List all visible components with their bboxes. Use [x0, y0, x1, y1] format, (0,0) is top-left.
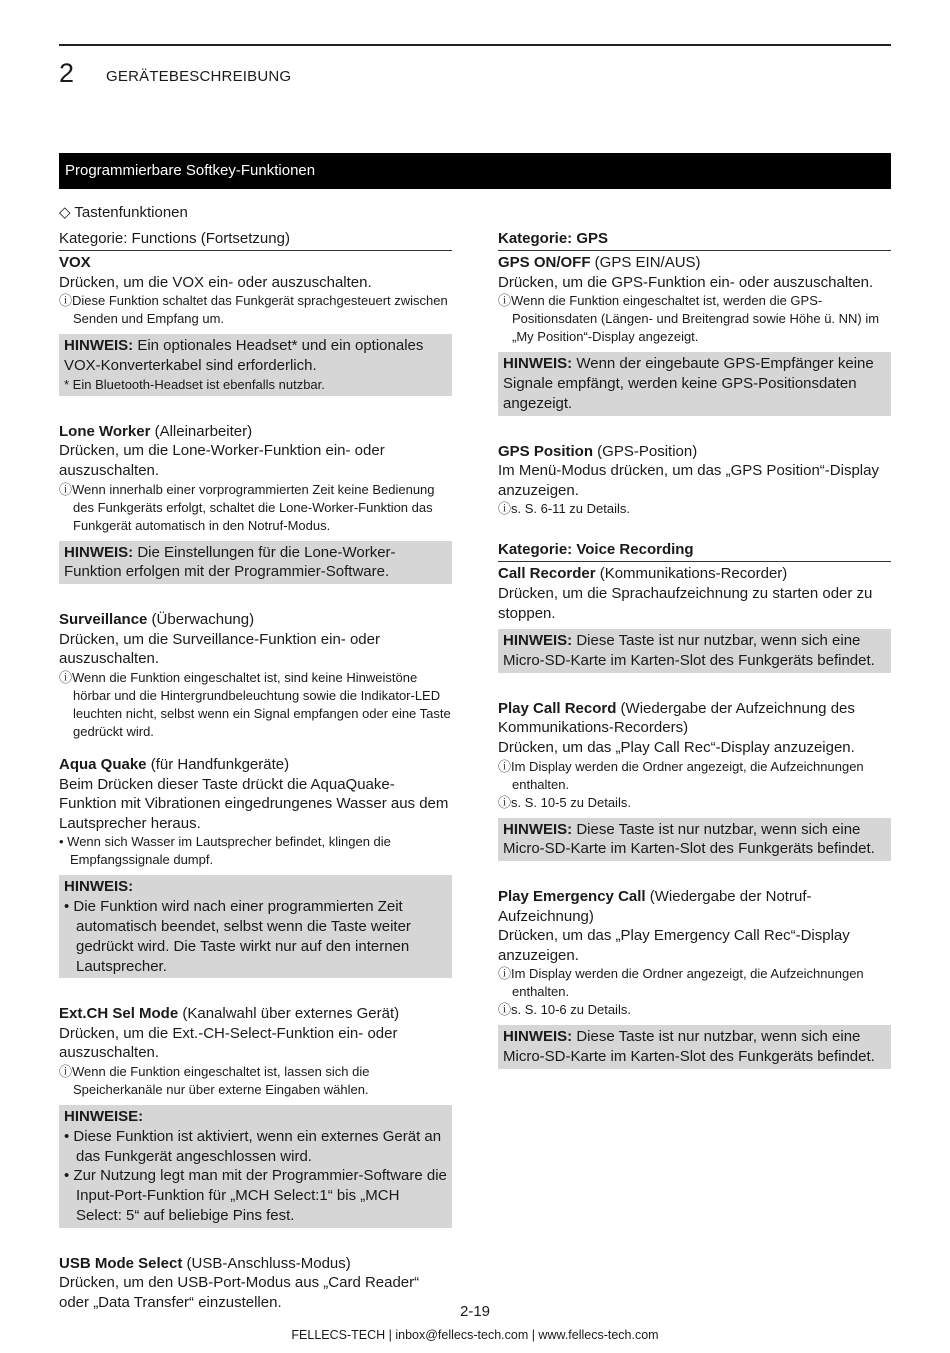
- note-footnote: * Ein Bluetooth-Headset ist ebenfalls nutzbar.: [64, 376, 325, 392]
- entry-subtitle: (Kommunikations-Recorder): [595, 565, 788, 583]
- note-box: [498, 818, 891, 862]
- note-box: [59, 1105, 452, 1228]
- entry-gps-position: [498, 442, 891, 519]
- info-text: ⓘWenn die Funktion eingeschaltet ist, sind keine Hinweistöne hörbar und die Hintergrundbeleuchtung sowie die Indikator-LED leuchten nicht, selbst wenn ein Signal empfangen oder eine Taste gedrückt wird.: [59, 669, 451, 739]
- category-voice-recording: Kategorie: Voice Recording: [498, 540, 891, 562]
- note-box: [59, 541, 452, 585]
- info-text: ⓘs. S. 6-11 zu Details.: [498, 501, 630, 517]
- entry-subtitle: (Wiedergabe der Aufzeichnung des Kommunikations-Recorders): [498, 699, 855, 737]
- note-text: Die Einstellungen für die Lone-Worker-Funktion erfolgen mit der Programmier-Software.: [64, 543, 396, 581]
- entry-call-recorder: [498, 564, 891, 672]
- entry-title: Call Recorder: [498, 565, 596, 583]
- entry-title: VOX: [59, 254, 91, 271]
- entry-body: Drücken, um die VOX ein- oder auszuschalten.: [59, 273, 372, 291]
- entry-subtitle: (GPS-Position): [593, 442, 698, 460]
- key-functions-heading: ◇ Tastenfunktionen: [59, 204, 188, 221]
- note-box: [59, 334, 452, 396]
- note-text: Diese Taste ist nur nutzbar, wenn sich eine Micro-SD-Karte im Karten-Slot des Funkgeräts befindet.: [503, 1028, 875, 1066]
- note-bullet: • Die Funktion wird nach einer programmierten Zeit automatisch beendet, selbst wenn die Taste weiter gedrückt wird. Die Taste wirkt nur auf den internen Lautsprecher.: [64, 898, 411, 975]
- entry-subtitle: (Wiedergabe der Notruf-Aufzeichnung): [498, 888, 812, 925]
- note-bullet: • Zur Nutzung legt man mit der Programmier-Software die Input-Port-Funktion für „MCH Select:1“ bis „MCH Select: 5“ auf beliebige Pins fest.: [64, 1167, 447, 1225]
- entry-body: Drücken, um die Surveillance-Funktion ein- oder auszuschalten.: [59, 630, 380, 668]
- top-rule: [59, 44, 891, 46]
- note-text: Diese Taste ist nur nutzbar, wenn sich eine Micro-SD-Karte im Karten-Slot des Funkgeräts befindet.: [503, 820, 875, 858]
- entry-body: Drücken, um den USB-Port-Modus aus „Card Reader“ oder „Data Transfer“ einzustellen.: [59, 1274, 420, 1312]
- entry-subtitle: (Überwachung): [147, 611, 255, 629]
- entry-title: GPS ON/OFF: [498, 254, 591, 271]
- entry-title: Play Emergency Call: [498, 888, 646, 906]
- note-box: [498, 1025, 891, 1069]
- entry-body: Im Menü-Modus drücken, um das „GPS Position“-Display anzuzeigen.: [498, 462, 879, 499]
- entry-gps-onoff: [498, 253, 891, 416]
- entry-play-emergency-call: [498, 887, 891, 1069]
- entry-body: Beim Drücken dieser Taste drückt die AquaQuake-Funktion mit Vibrationen eingedrungenes Wasser aus dem Lautsprecher heraus.: [59, 775, 449, 832]
- info-text: ⓘIm Display werden die Ordner angezeigt, die Aufzeichnungen enthalten.: [498, 966, 864, 1000]
- note-label: HINWEIS:: [503, 1028, 573, 1046]
- note-text: Ein optionales Headset* und ein optionales VOX-Konverterkabel sind erforderlich.: [64, 337, 424, 374]
- note-label: HINWEIS:: [64, 337, 134, 355]
- entry-subtitle: (USB-Anschluss-Modus): [182, 1254, 351, 1272]
- entry-surveillance: [59, 610, 452, 741]
- note-text: Wenn der eingebaute GPS-Empfänger keine Signale empfängt, werden keine GPS-Positionsdaten angezeigt.: [503, 355, 874, 412]
- chapter-title: GERÄTEBESCHREIBUNG: [106, 68, 292, 85]
- info-text: ⓘs. S. 10-6 zu Details.: [498, 1002, 631, 1018]
- note-box: [498, 629, 891, 673]
- note-text: Diese Taste ist nur nutzbar, wenn sich eine Micro-SD-Karte im Karten-Slot des Funkgeräts befindet.: [503, 632, 875, 669]
- entry-title: Ext.CH Sel Mode: [59, 1005, 179, 1023]
- entry-body: Drücken, um die Ext.-CH-Select-Funktion ein- oder auszuschalten.: [59, 1024, 398, 1062]
- page-number: 2-19: [459, 1303, 491, 1320]
- entry-title: Aqua Quake: [59, 755, 147, 773]
- info-text: ⓘIm Display werden die Ordner angezeigt, die Aufzeichnungen enthalten.: [498, 758, 864, 792]
- category-gps: Kategorie: GPS: [498, 229, 891, 251]
- info-text: ⓘWenn die Funktion eingeschaltet ist, lassen sich die Speicherkanäle nur über externe Eingaben wählen.: [59, 1064, 370, 1098]
- entry-title: Play Call Record: [498, 699, 617, 717]
- category-functions: Kategorie: Functions (Fortsetzung): [59, 229, 452, 251]
- section-bar: Programmierbare Softkey-Funktionen: [59, 153, 891, 189]
- info-text: ⓘWenn die Funktion eingeschaltet ist, werden die GPS-Positionsdaten (Längen- und Breitengrad sowie Höhe ü. NN) im „My Position“-Display angezeigt.: [498, 293, 880, 345]
- entry-subtitle: (Kanalwahl über externes Gerät): [178, 1005, 400, 1023]
- entry-title: GPS Position: [498, 442, 594, 460]
- info-text: ⓘs. S. 10-5 zu Details.: [498, 794, 631, 810]
- entry-lone-worker: [59, 422, 452, 584]
- note-box: [498, 352, 891, 415]
- entry-subtitle: (Alleinarbeiter): [150, 422, 253, 440]
- note-label: HINWEIS:: [503, 820, 573, 838]
- entry-title: USB Mode Select: [59, 1254, 183, 1272]
- info-text: ⓘDiese Funktion schaltet das Funkgerät sprachgesteuert zwischen Senden und Empfang um.: [59, 293, 448, 327]
- note-box: [59, 875, 452, 978]
- entry-title: Surveillance: [59, 611, 148, 629]
- entry-play-call-record: [498, 699, 891, 861]
- info-text: ⓘWenn innerhalb einer vorprogrammierten Zeit keine Bedienung des Funkgeräts erfolgt, schaltet die Lone-Worker-Funktion das Funkgerät automatisch in den Notruf-Modus.: [59, 481, 435, 533]
- entry-body: Drücken, um die Lone-Worker-Funktion ein- oder auszuschalten.: [59, 442, 385, 479]
- note-bullet: • Diese Funktion ist aktiviert, wenn ein externes Gerät an das Funkgerät angeschlossen wird.: [64, 1127, 442, 1165]
- bullet-text: • Wenn sich Wasser im Lautsprecher befindet, klingen die Empfangssignale dumpf.: [59, 834, 391, 868]
- note-label: HINWEIS:: [64, 543, 134, 561]
- entry-body: Drücken, um das „Play Emergency Call Rec“-Display anzuzeigen.: [498, 927, 850, 964]
- note-label: HINWEIS:: [503, 355, 573, 373]
- entry-body: Drücken, um die GPS-Funktion ein- oder auszuschalten.: [498, 273, 874, 291]
- left-column: [59, 229, 452, 1313]
- entry-ext-ch: [59, 1004, 452, 1228]
- entry-vox: [59, 253, 452, 396]
- note-label: HINWEIS:: [64, 878, 134, 896]
- footer: FELLECS-TECH | inbox@fellecs-tech.com | www.fellecs-tech.com: [291, 1328, 659, 1342]
- note-label: HINWEISE:: [64, 1108, 144, 1126]
- right-column: [498, 229, 891, 1069]
- entry-body: Drücken, um die Sprachaufzeichnung zu starten oder zu stoppen.: [498, 584, 873, 622]
- entry-title: Lone Worker: [59, 422, 151, 440]
- chapter-number: 2: [59, 58, 75, 88]
- entry-subtitle: (GPS EIN/AUS): [590, 254, 701, 271]
- entry-aqua-quake: [59, 755, 452, 978]
- note-label: HINWEIS:: [503, 632, 573, 650]
- entry-subtitle: (für Handfunkgeräte): [146, 755, 290, 773]
- entry-body: Drücken, um das „Play Call Rec“-Display anzuzeigen.: [498, 738, 855, 756]
